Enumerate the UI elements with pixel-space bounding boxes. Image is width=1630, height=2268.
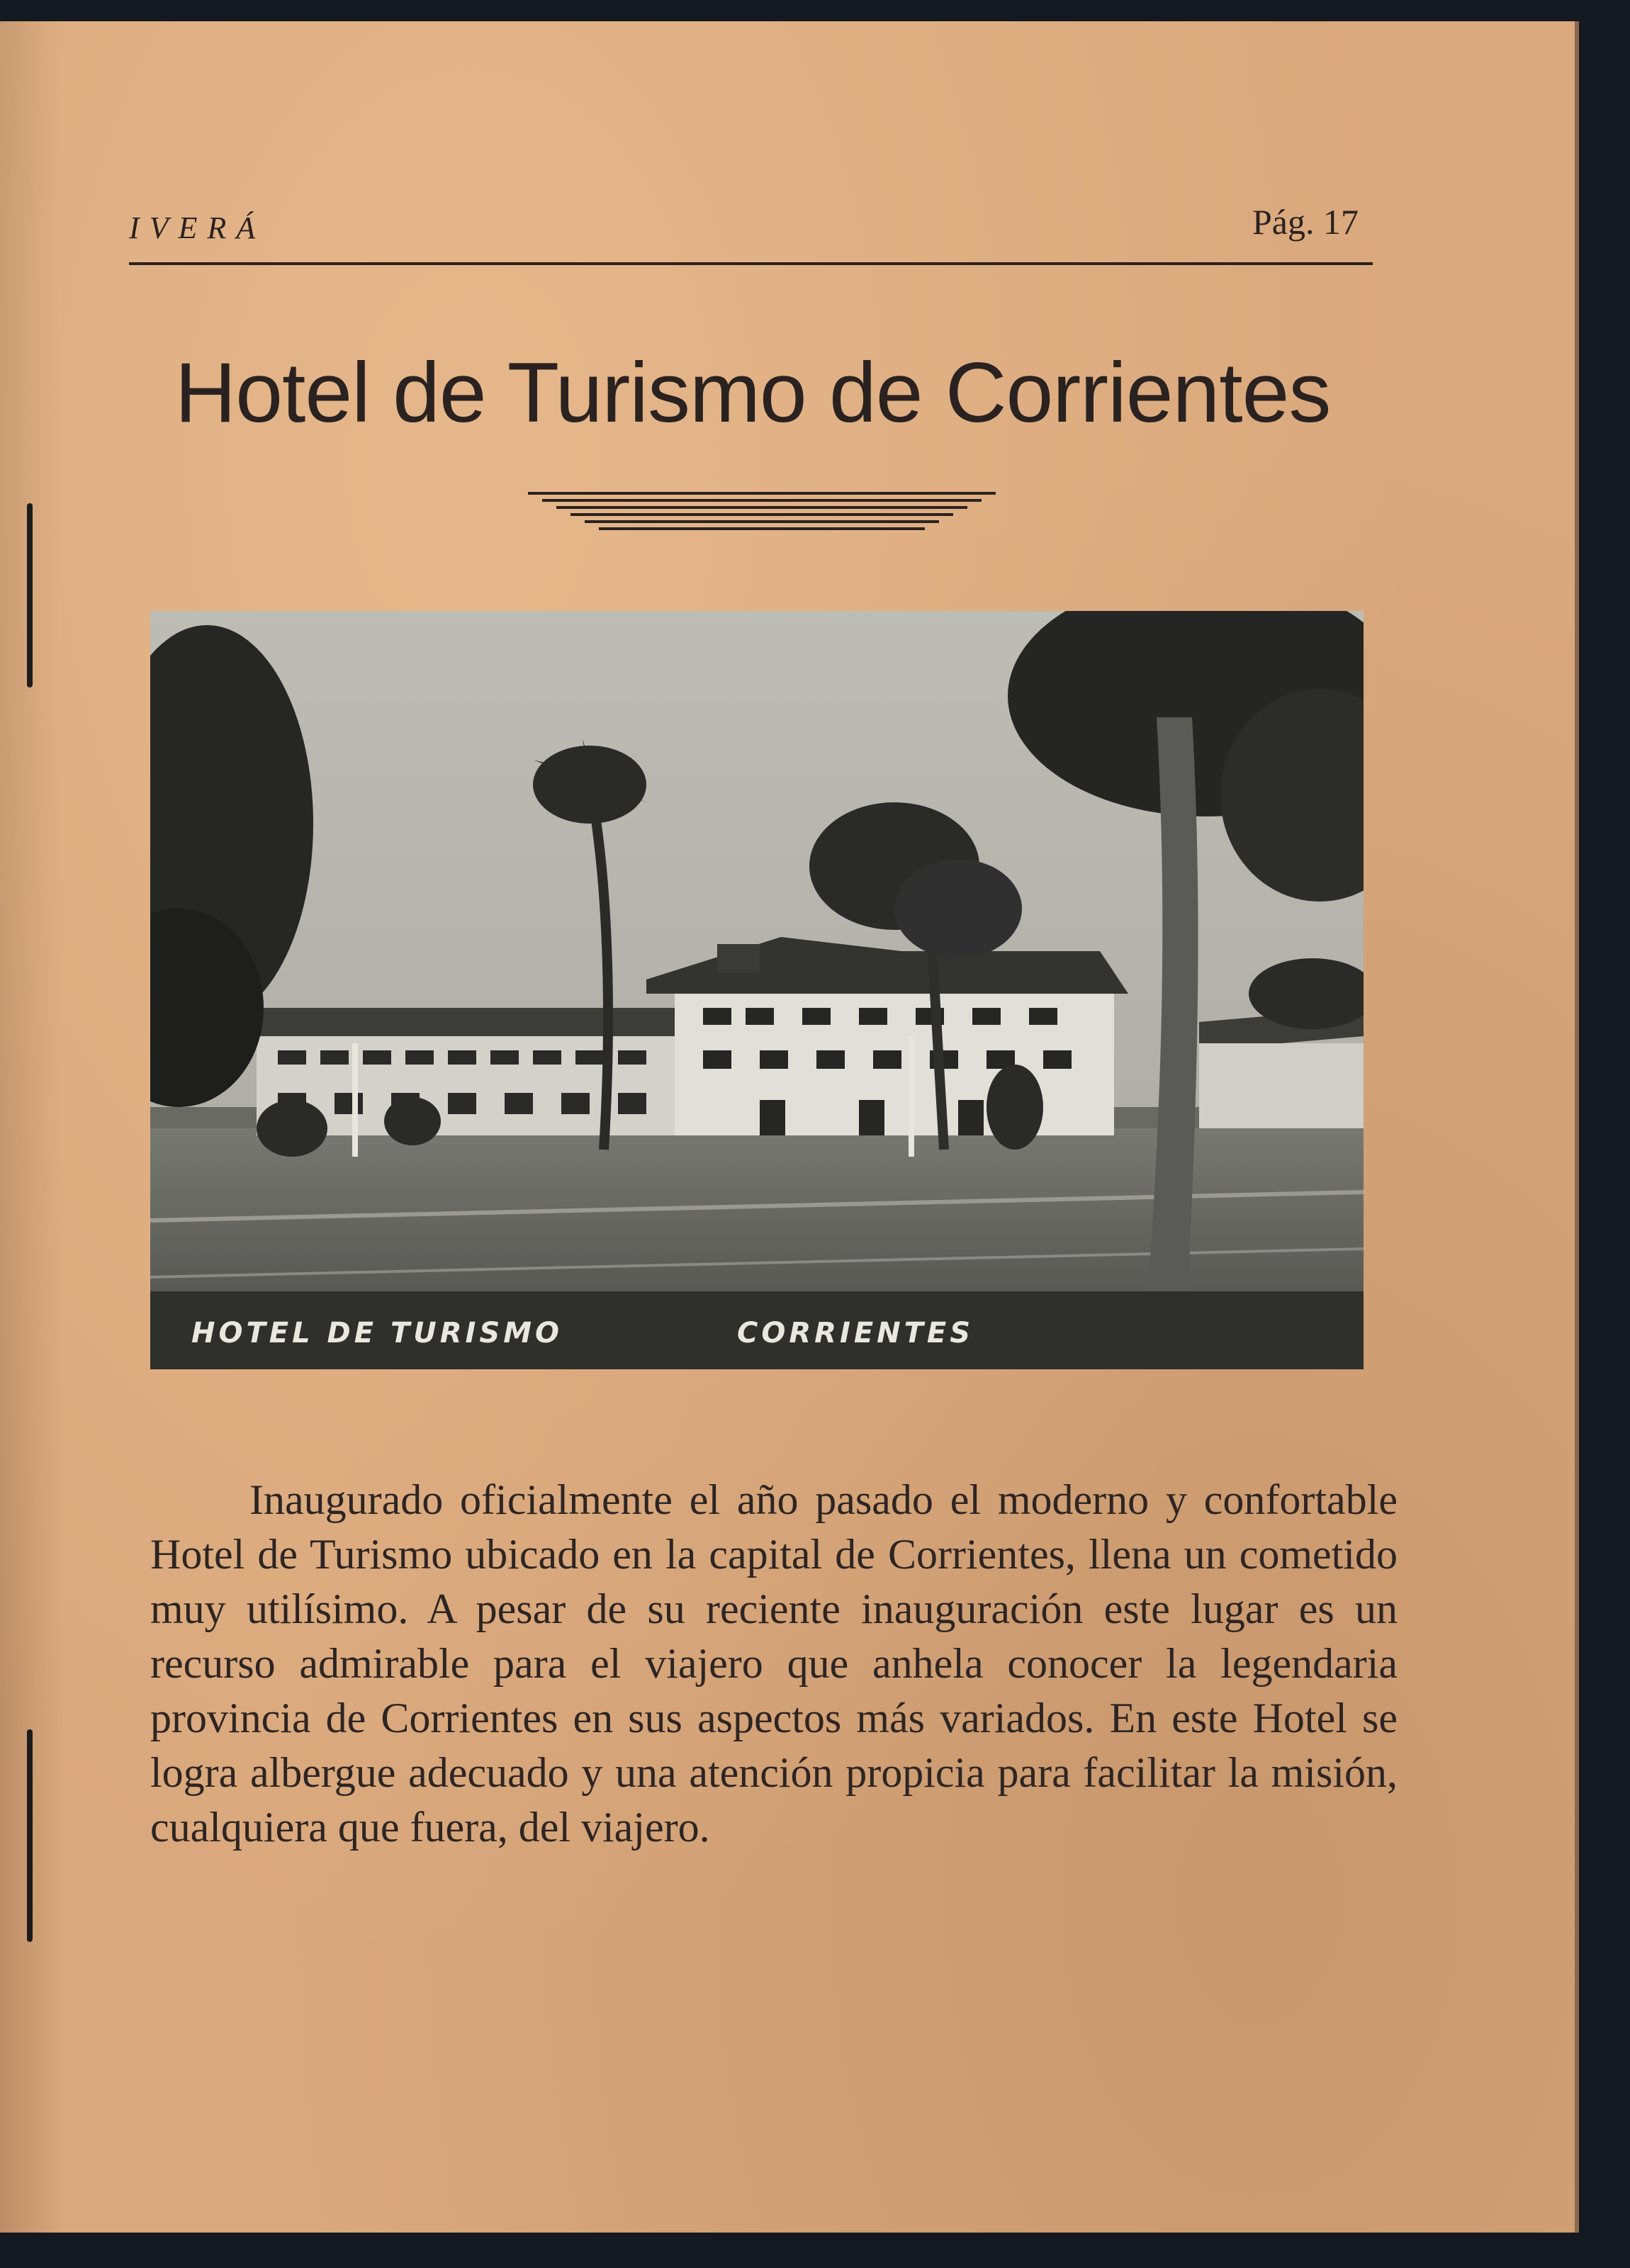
photo-caption-left: HOTEL DE TURISMO (191, 1317, 563, 1349)
title-ornament (528, 489, 996, 532)
article-body: Inaugurado oficialmente el año pasado el moderno y confortable Hotel de Turismo ubicado en la capital de Corrientes, llena un cometido muy utilísimo. A pesar de su reciente inauguración este lugar es un recurso admirable para el viajero que anhela conocer la legendaria provincia de Corrientes en sus aspectos más variados. En este Hotel se logra albergue adecuado y una atención propicia para facilitar la misión, cualquiera que fuera, del viajero. (150, 1476, 1398, 1851)
page-number: Pág. 17 (1252, 202, 1359, 242)
running-header (129, 191, 1373, 265)
hotel-photo-illustration (150, 611, 1364, 1369)
article-title: Hotel de Turismo de Corrientes (174, 345, 1331, 440)
binding-thread (27, 503, 33, 687)
running-title: IVERÁ (129, 210, 266, 245)
magazine-page (0, 21, 1579, 2233)
binding-thread (27, 1729, 33, 1942)
hotel-photo (150, 611, 1364, 1369)
photo-caption-right: CORRIENTES (737, 1317, 974, 1349)
